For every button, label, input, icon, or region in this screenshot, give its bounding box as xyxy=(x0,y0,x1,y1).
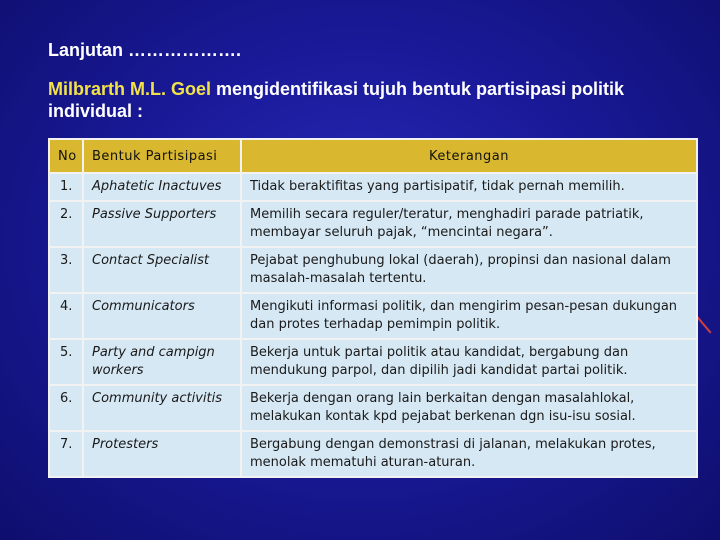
row-number: 1. xyxy=(49,173,83,201)
row-description: Bekerja untuk partai politik atau kandidat, bergabung dan mendukung parpol, dan dipilih jadi kandidat partai politik. xyxy=(241,339,697,385)
row-description: Tidak beraktifitas yang partisipatif, tidak pernah memilih. xyxy=(241,173,697,201)
row-form: Party and campign workers xyxy=(83,339,241,385)
row-form: Protesters xyxy=(83,431,241,477)
intro-rest: mengidentifikasi tujuh bentuk partisipasi politik individual : xyxy=(48,79,625,121)
table-row xyxy=(49,293,697,339)
row-description: Pejabat penghubung lokal (daerah), propinsi dan nasional dalam masalah-masalah tertentu. xyxy=(241,247,697,293)
table-row xyxy=(49,431,697,477)
row-form: Contact Specialist xyxy=(83,247,241,293)
table-row xyxy=(49,247,697,293)
row-form: Community activitis xyxy=(83,385,241,431)
intro-text xyxy=(48,78,708,122)
row-form: Passive Supporters xyxy=(83,201,241,247)
table-row xyxy=(49,201,697,247)
row-form: Aphatetic Inactuves xyxy=(83,173,241,201)
table-row xyxy=(49,173,697,201)
row-number: 3. xyxy=(49,247,83,293)
header-no: No xyxy=(49,139,83,173)
row-description: Bekerja dengan orang lain berkaitan dengan masalahlokal, melakukan kontak kpd pejabat berkenan dgn isu-isu sosial. xyxy=(241,385,697,431)
table-row xyxy=(49,339,697,385)
header-form: Bentuk Partisipasi xyxy=(83,139,241,173)
row-description: Mengikuti informasi politik, dan mengirim pesan-pesan dukungan dan protes terhadap pemimpin politik. xyxy=(241,293,697,339)
row-number: 5. xyxy=(49,339,83,385)
table-header-row xyxy=(49,139,697,173)
header-description: Keterangan xyxy=(241,139,697,173)
table-row xyxy=(49,385,697,431)
row-form: Communicators xyxy=(83,293,241,339)
intro-author: Milbrarth M.L. Goel xyxy=(48,79,212,99)
row-number: 4. xyxy=(49,293,83,339)
row-description: Memilih secara reguler/teratur, menghadiri parade patriatik, membayar seluruh pajak, “mencintai negara”. xyxy=(241,201,697,247)
row-number: 6. xyxy=(49,385,83,431)
row-description: Bergabung dengan demonstrasi di jalanan, melakukan protes, menolak mematuhi aturan-aturan. xyxy=(241,431,697,477)
participation-table xyxy=(48,138,698,478)
slide-title: Lanjutan ………………. xyxy=(48,40,241,60)
row-number: 2. xyxy=(49,201,83,247)
row-number: 7. xyxy=(49,431,83,477)
